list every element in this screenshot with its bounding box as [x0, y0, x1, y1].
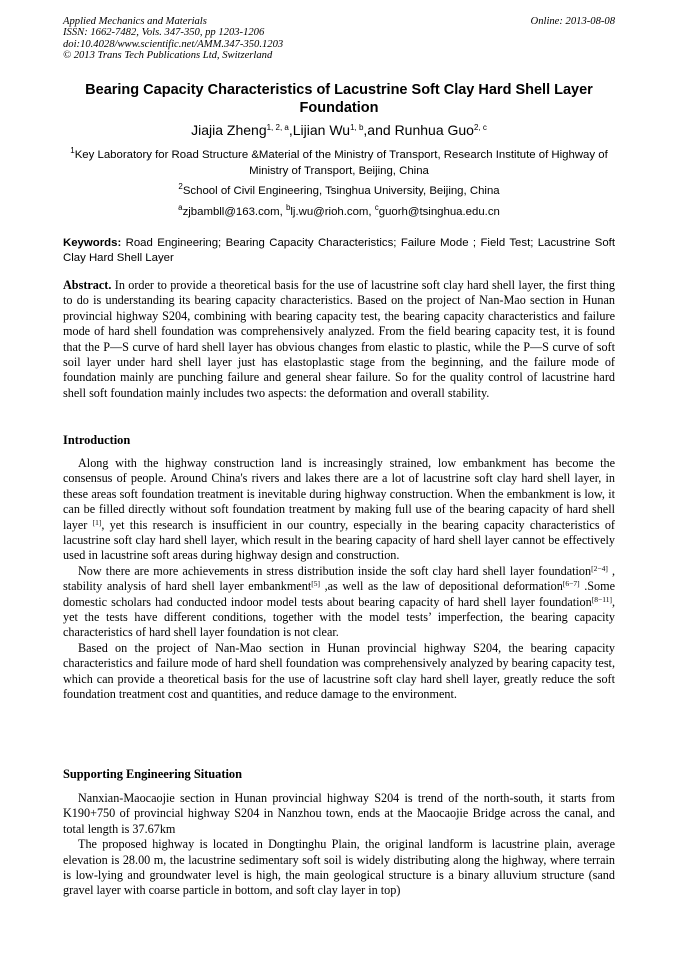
- supporting-heading: Supporting Engineering Situation: [63, 767, 243, 781]
- keywords-label: Keywords:: [63, 237, 122, 249]
- email-line: [63, 205, 615, 221]
- affiliation-mark: 2: [178, 182, 183, 191]
- online-date: Online: 2013-08-08: [530, 16, 615, 27]
- email-mark: c: [374, 203, 379, 212]
- author-name: Runhua Guo: [394, 122, 474, 138]
- author-affiliation-mark: 1, b: [350, 123, 364, 132]
- paragraph-text: , yet the tests have different conditions, together with the model tests’ imperfection, the bearing capacity characteristics of hard shell layer foundation is not clear.: [63, 594, 615, 640]
- paragraph: Based on the project of Nan-Mao section in Hunan provincial highway S204, the bearing capacity characteristics and failure mode of hard shell foundation was comprehensively analyzed by bearing capacity test, which can provide a theoretical basis for the use of lacustrine soft clay hard shell layer, greatly reduce the soft foundation treatment cost and quantities, and reduce damage to the environment.: [63, 640, 615, 702]
- abstract: [63, 278, 615, 401]
- email-mark: a: [178, 203, 183, 212]
- paragraph: The proposed highway is located in Dongtinghu Plain, the original landform is lacustrine plain, average elevation is 28.00 m, the lacustrine sedimentary soft soil is widely distributing along the highway, where terrain is low-lying and groundwater level is high, the main geological structure is a binary alluvium structure (sand gravel layer with coarse particle in bottom, and soft clay layer in top): [63, 837, 615, 898]
- doi-line: doi:10.4028/www.scientific.net/AMM.347-350.1203: [63, 38, 284, 50]
- abstract-label: Abstract.: [63, 278, 112, 292]
- paragraph: Nanxian-Maocaojie section in Hunan provincial highway S204 is trend of the north-south, it starts from K190+750 of provincial highway S204 in Nanzhou town, ends at the Maocaojie Bridge across the canal, and total length is 37.67km: [63, 791, 615, 836]
- author-affiliation-mark: 1, 2, a: [266, 123, 289, 132]
- author-name: Jiajia Zheng: [191, 122, 267, 138]
- paragraph-text: .Some domestic scholars had conducted indoor model tests about bearing capacity of hard shell layer foundation: [63, 579, 615, 609]
- citation: [5]: [311, 579, 320, 589]
- introduction-body: [63, 456, 615, 703]
- email-address: zjbambll@163.com,: [182, 206, 286, 218]
- paragraph-text: , stability analysis of hard shell layer embankment: [63, 563, 615, 594]
- journal-name: Applied Mechanics and Materials: [63, 16, 207, 27]
- affiliation-mark: 1: [70, 146, 75, 155]
- email-address: lj.wu@rioh.com,: [290, 206, 375, 218]
- paragraph-text: , yet this research is insufficient in our country, especially in the bearing capacity characteristics of lacustrine soft clay hard shell layer, which result in the bearing capacity of hard shell layer cannot be effectively used in lacustrine soft areas during highway design and construction.: [63, 517, 615, 563]
- paragraph: [63, 456, 615, 564]
- author-list: [63, 121, 615, 139]
- author-name: Lijian Wu: [292, 122, 351, 138]
- publication-info: [63, 16, 615, 61]
- author-separator: ,: [288, 122, 293, 138]
- email-address: guorh@tsinghua.edu.cn: [378, 206, 500, 218]
- citation: [8−11]: [591, 594, 612, 604]
- keywords-text: Road Engineering; Bearing Capacity Characteristics; Failure Mode ; Field Test; Lacustrine Soft Clay Hard Shell Layer: [63, 237, 615, 264]
- paragraph-text: Now there are more achievements in stress distribution inside the soft clay hard shell layer foundation: [78, 563, 592, 578]
- keywords: [63, 236, 615, 265]
- affiliation-text: School of Civil Engineering, Tsinghua University, Beijing, China: [182, 185, 500, 197]
- email-mark: b: [285, 203, 291, 212]
- supporting-body: [63, 791, 615, 899]
- affiliation-2: [63, 184, 615, 200]
- affiliation-1: [63, 148, 615, 179]
- citation: [1]: [92, 517, 102, 527]
- paragraph: [63, 564, 615, 641]
- paragraph-text: ,as well as the law of depositional deformation: [319, 579, 563, 594]
- affiliation-text: Key Laboratory for Road Structure &Material of the Ministry of Transport, Research Institute of Highway of Ministry of Transport, Beijing, China: [74, 149, 608, 177]
- paper-title: Bearing Capacity Characteristics of Lacustrine Soft Clay Hard Shell Layer Foundation: [85, 82, 593, 116]
- abstract-text: In order to provide a theoretical basis for the use of lacustrine soft clay hard shell layer, the first thing to do is understanding its bearing capacity characteristics. Based on the project of Nan-Mao section in Hunan provincial highway S204, combining with bearing capacity test, the bearing capacity characteristics and failure mode of hard shell foundation was comprehensively analyzed. From the field bearing capacity test, it is found that the P—S curve of hard shell layer has obvious changes from elastic to plastic, while the P—S curve of soft soil layer under hard shell layer just has elastoplastic stage from the beginning, and the failure mode of foundation mainly are punching failure and general shear failure. So for the quality control of lacustrine hard shell soft foundation mainly includes two aspects: the deformation and overall stability.: [63, 278, 615, 400]
- introduction-heading: Introduction: [63, 433, 131, 447]
- citation: [6−7]: [562, 579, 580, 589]
- copyright-line: © 2013 Trans Tech Publications Ltd, Switzerland: [63, 49, 273, 61]
- citation: [2−4]: [591, 563, 608, 573]
- author-separator: ,and: [363, 122, 395, 138]
- author-affiliation-mark: 2, c: [473, 123, 487, 132]
- issn-line: ISSN: 1662-7482, Vols. 347-350, pp 1203-1206: [63, 27, 265, 39]
- paragraph-text: Along with the highway construction land is increasingly strained, low embankment has become the consensus of people. Around China's rivers and lakes there are a lot of lacustrine soft clay hard shell layer, in these areas soft foundation treatment is inevitable during highway construction. When the embankment is low, it can be filled directly without soft foundation treatment by making full use of the bearing capacity of hard shell layer: [63, 456, 615, 532]
